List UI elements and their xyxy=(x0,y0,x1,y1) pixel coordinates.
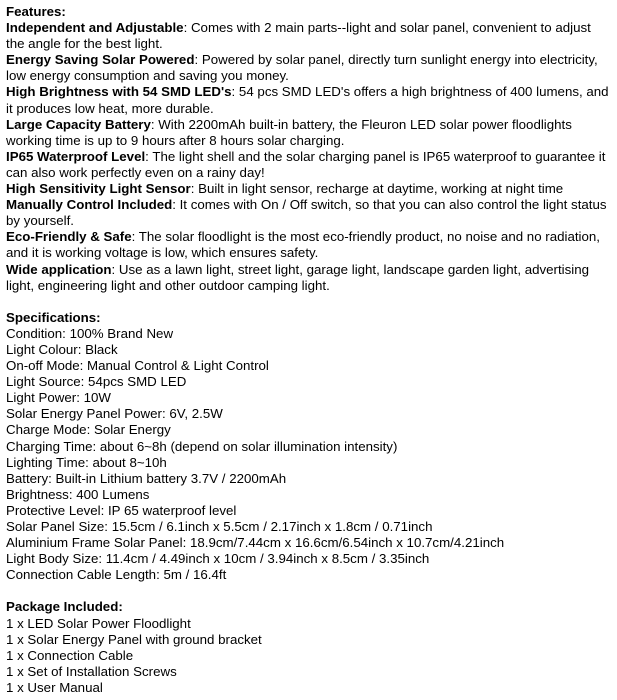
feature-title: IP65 Waterproof Level xyxy=(6,148,146,164)
feature-title: Large Capacity Battery xyxy=(6,116,151,132)
feature-title: Eco-Friendly & Safe xyxy=(6,229,132,245)
spec-line: Connection Cable Length: 5m / 16.4ft xyxy=(6,567,227,583)
package-heading: Package Included: xyxy=(6,599,123,615)
feature-title: Manually Control Included xyxy=(6,197,173,213)
package-line: 1 x LED Solar Power Floodlight xyxy=(6,615,191,631)
feature-text: : The light shell and the solar charging panel is IP65 waterproof to guarantee it can also work perfectly even on a rainy day! xyxy=(6,148,606,180)
package-line: 1 x Solar Energy Panel with ground bracket xyxy=(6,631,262,647)
feature-text: : 54 pcs SMD LED's offers a high brightness of 400 lumens, and it produces low heat, more durable. xyxy=(6,84,609,116)
feature-item xyxy=(6,84,611,116)
section-spacer xyxy=(6,294,611,310)
feature-title: High Brightness with 54 SMD LED's xyxy=(6,84,232,100)
package-line: 1 x Connection Cable xyxy=(6,647,134,663)
section-spacer xyxy=(6,583,611,599)
package-line: 1 x User Manual xyxy=(6,679,103,695)
feature-text: : Use as a lawn light, street light, garage light, landscape garden light, advertising light, engineering light and other outdoor camping light. xyxy=(6,261,590,293)
spec-line: Charging Time: about 6~8h (depend on solar illumination intensity) xyxy=(6,438,398,454)
feature-title: Energy Saving Solar Powered xyxy=(6,52,195,68)
specifications-heading: Specifications: xyxy=(6,309,101,325)
package-line: 1 x Set of Installation Screws xyxy=(6,663,177,679)
spec-line: Condition: 100% Brand New xyxy=(6,325,174,341)
feature-item xyxy=(6,262,611,294)
feature-title: Wide application xyxy=(6,261,112,277)
feature-item xyxy=(6,149,611,181)
spec-line: Lighting Time: about 8~10h xyxy=(6,454,167,470)
feature-item xyxy=(6,197,611,229)
spec-line: On-off Mode: Manual Control & Light Control xyxy=(6,358,269,374)
feature-text: : The solar floodlight is the most eco-friendly product, no noise and no radiation, and it is working voltage is low, which ensures safety. xyxy=(6,229,600,261)
feature-title: Independent and Adjustable xyxy=(6,20,184,36)
feature-title: High Sensitivity Light Sensor xyxy=(6,181,191,197)
feature-item xyxy=(6,20,611,52)
spec-line: Solar Energy Panel Power: 6V, 2.5W xyxy=(6,406,223,422)
feature-text: : Built in light sensor, recharge at daytime, working at night time xyxy=(190,181,564,197)
spec-line: Brightness: 400 Lumens xyxy=(6,486,150,502)
spec-line: Protective Level: IP 65 waterproof level xyxy=(6,502,237,518)
feature-text: : With 2200mAh built-in battery, the Fleuron LED solar power floodlights working time is up to 9 hours after 8 hours solar charging. xyxy=(6,116,572,148)
feature-item xyxy=(6,52,611,84)
spec-line: Solar Panel Size: 15.5cm / 6.1inch x 5.5cm / 2.17inch x 1.8cm / 0.71inch xyxy=(6,519,433,534)
feature-item xyxy=(6,181,611,197)
spec-line: Light Power: 10W xyxy=(6,390,111,406)
spec-line: Battery: Built-in Lithium battery 3.7V / 2200mAh xyxy=(6,470,287,486)
feature-item xyxy=(6,117,611,149)
spec-line: Aluminium Frame Solar Panel: 18.9cm/7.44cm x 16.6cm/6.54inch x 10.7cm/4.21inch xyxy=(6,535,505,551)
spec-line: Light Body Size: 11.4cm / 4.49inch x 10cm / 3.94inch x 8.5cm / 3.35inch xyxy=(6,551,430,567)
feature-item xyxy=(6,229,611,261)
feature-text: : Comes with 2 main parts--light and solar panel, convenient to adjust the angle for the best light. xyxy=(6,20,591,52)
feature-text: : Powered by solar panel, directly turn sunlight energy into electricity, low energy consumption and saving you money. xyxy=(6,52,598,84)
feature-text: : It comes with On / Off switch, so that you can also control the light status by yourself. xyxy=(6,197,607,229)
spec-line: Light Colour: Black xyxy=(6,341,118,357)
spec-line: Charge Mode: Solar Energy xyxy=(6,422,171,438)
features-heading: Features: xyxy=(6,4,66,19)
spec-line: Light Source: 54pcs SMD LED xyxy=(6,374,187,390)
